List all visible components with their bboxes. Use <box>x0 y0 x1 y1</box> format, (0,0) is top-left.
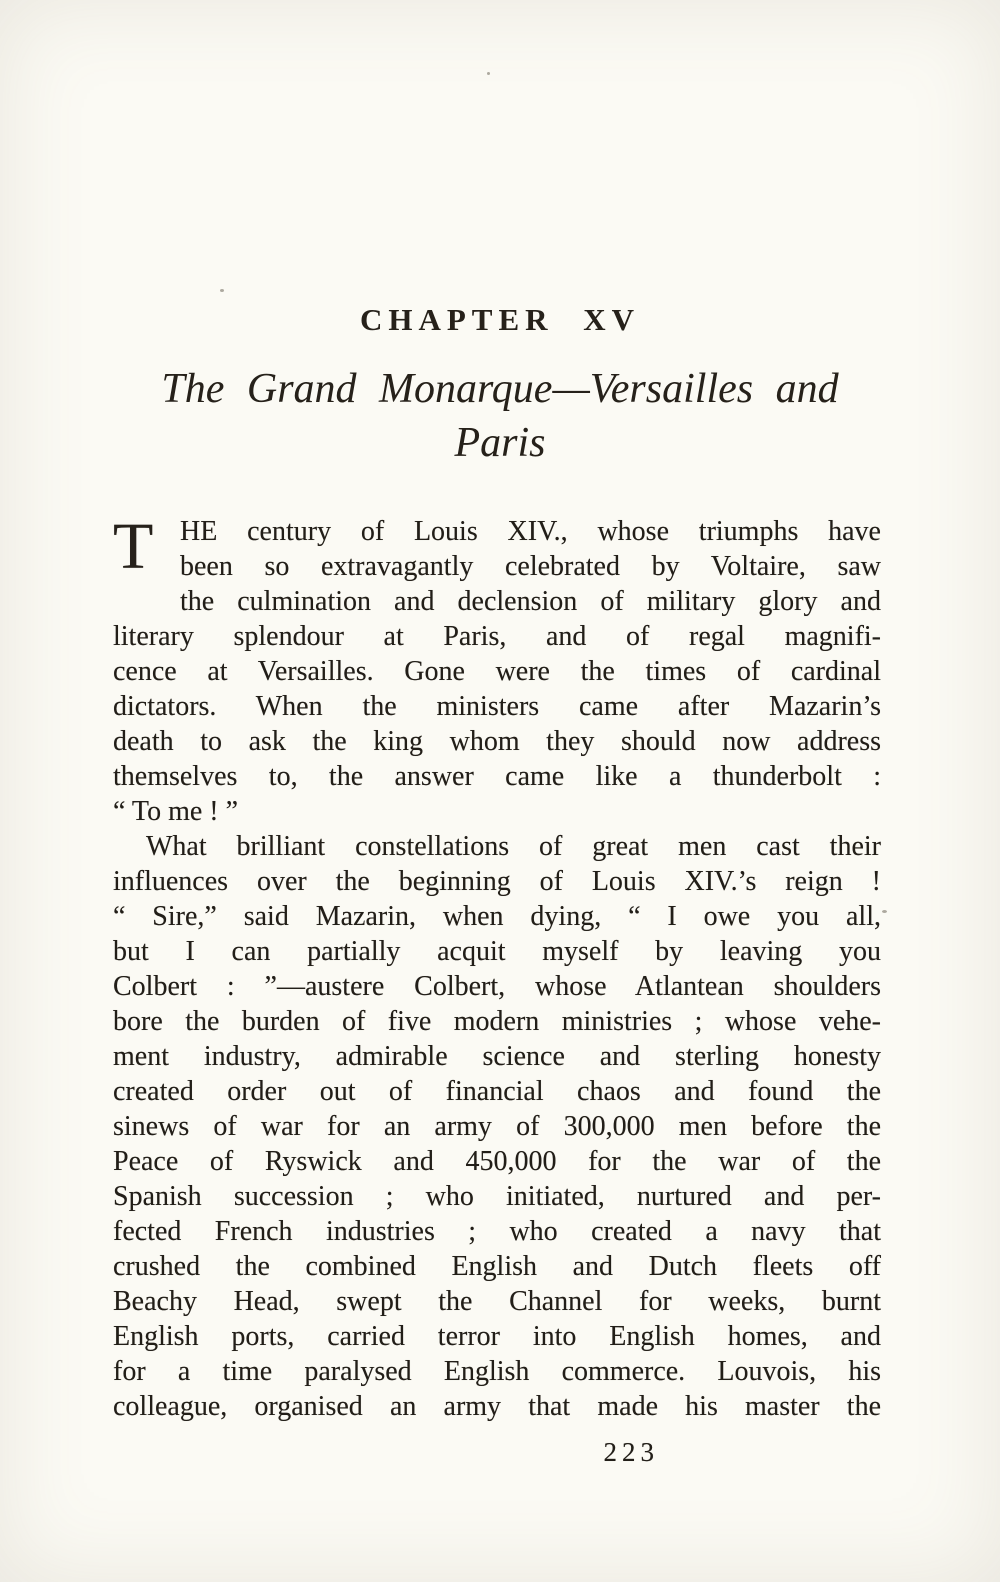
scan-artifact-dot <box>882 910 887 913</box>
dropcap-letter: T <box>113 510 154 583</box>
text-line: crushed the combined English and Dutch fleets off <box>113 1251 881 1282</box>
text-line: What brilliant constellations of great men cast their <box>146 831 881 862</box>
chapter-heading: CHAPTER XV <box>359 302 641 337</box>
text-line: influences over the beginning of Louis XIV.’s reign ! <box>113 866 881 897</box>
text-line: ment industry, admirable science and sterling honesty <box>113 1041 881 1072</box>
paragraph-2-lines <box>113 829 881 1424</box>
text-line: cence at Versailles. Gone were the times of cardinal <box>113 656 881 687</box>
scan-artifact-dot <box>220 289 224 292</box>
text-line: themselves to, the answer came like a thunderbolt : <box>113 761 881 792</box>
text-line: Spanish succession ; who initiated, nurtured and per- <box>113 1181 881 1212</box>
text-line: “ To me ! ” <box>113 796 239 827</box>
chapter-title <box>0 362 1000 470</box>
text-line: colleague, organised an army that made his master the <box>113 1391 881 1422</box>
text-line: fected French industries ; who created a navy that <box>113 1216 881 1247</box>
page-number: 223 <box>603 1437 659 1467</box>
chapter-title-line2: Paris <box>454 420 546 466</box>
text-line: for a time paralysed English commerce. Louvois, his <box>113 1356 881 1387</box>
text-line: literary splendour at Paris, and of regal magnifi- <box>113 621 881 652</box>
text-line: been so extravagantly celebrated by Voltaire, saw <box>180 551 881 582</box>
text-line: dictators. When the ministers came after Mazarin’s <box>113 691 881 722</box>
scan-artifact-dot <box>487 72 490 75</box>
text-line: English ports, carried terror into English homes, and <box>113 1321 881 1352</box>
body-text <box>113 510 881 1470</box>
text-line: sinews of war for an army of 300,000 men before the <box>113 1111 881 1142</box>
text-line: Colbert : ”—austere Colbert, whose Atlantean shoulders <box>113 971 881 1002</box>
chapter-title-line1: The Grand Monarque—Versailles and <box>161 366 839 412</box>
text-line: bore the burden of five modern ministries ; whose vehe- <box>113 1006 881 1037</box>
text-line: created order out of financial chaos and found the <box>113 1076 881 1107</box>
text-line: HE century of Louis XIV., whose triumphs have <box>180 516 881 547</box>
text-line: Peace of Ryswick and 450,000 for the war of the <box>113 1146 881 1177</box>
paragraph-2 <box>113 829 881 1424</box>
text-line: death to ask the king whom they should now address <box>113 726 881 757</box>
paragraph-1-lines <box>113 510 881 829</box>
paragraph-1 <box>113 510 881 829</box>
text-line: “ Sire,” said Mazarin, when dying, “ I owe you all, <box>113 901 881 932</box>
text-line: but I can partially acquit myself by leaving you <box>113 936 881 967</box>
text-line: Beachy Head, swept the Channel for weeks, burnt <box>113 1286 881 1317</box>
text-line: the culmination and declension of military glory and <box>180 586 881 617</box>
